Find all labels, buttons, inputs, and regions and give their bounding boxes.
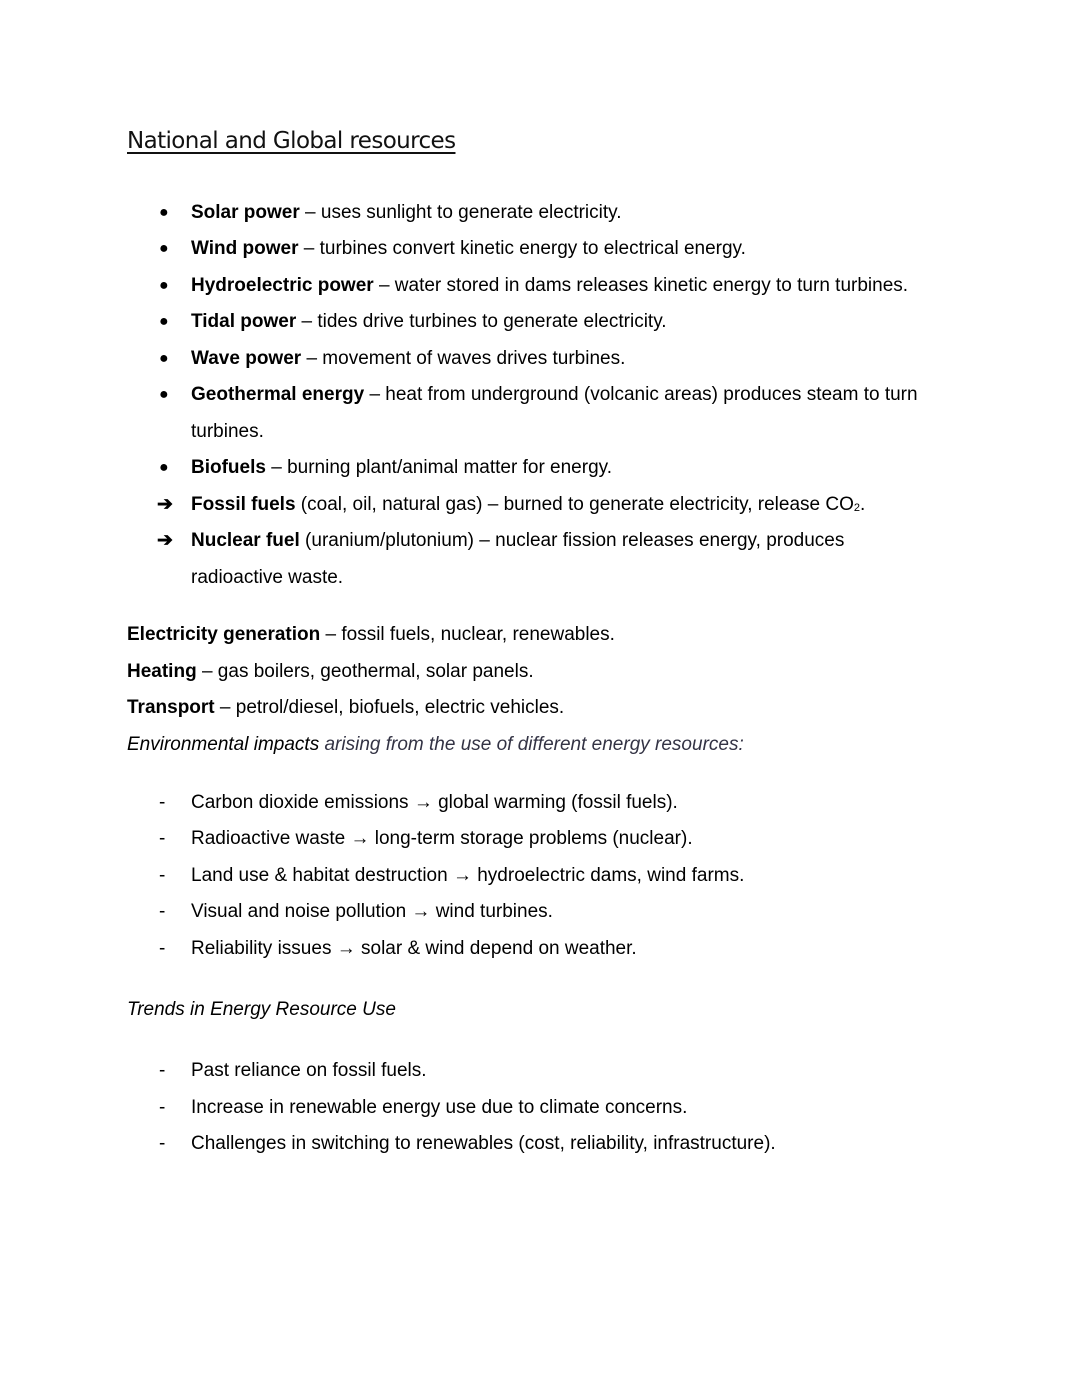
use-line (127, 624, 615, 646)
term: Wind power (191, 238, 299, 259)
list-item: Radioactive waste → long-term storage problems (nuclear). (191, 828, 693, 849)
list-item (191, 275, 908, 297)
impacts-heading (127, 734, 744, 756)
arrow-icon: ➔ (157, 494, 173, 515)
term: Biofuels (191, 457, 266, 478)
bullet-icon: ● (159, 350, 169, 367)
definition: – heat from underground (volcanic areas) produces steam to turn (364, 384, 918, 405)
list-item: Land use & habitat destruction → hydroelectric dams, wind farms. (191, 865, 745, 886)
list-item-continuation: radioactive waste. (191, 567, 344, 588)
arrow-icon: ➔ (157, 530, 173, 551)
dash-icon: - (159, 901, 166, 922)
definition: – gas boilers, geothermal, solar panels. (196, 661, 534, 682)
definition: – tides drive turbines to generate electricity. (296, 311, 667, 332)
term: Electricity generation (127, 624, 321, 645)
list-item (191, 348, 625, 370)
term: Tidal power (191, 311, 297, 332)
use-line (127, 661, 534, 683)
list-item: Past reliance on fossil fuels. (191, 1060, 427, 1081)
term: Heating (127, 661, 197, 682)
impacts-heading-lead: Environmental impacts (127, 734, 320, 755)
dash-icon: - (159, 1097, 166, 1118)
list-item (191, 530, 844, 552)
bullet-icon: ● (159, 277, 169, 294)
term: Fossil fuels (191, 494, 296, 515)
definition: – uses sunlight to generate electricity. (299, 202, 622, 223)
definition: (uranium/plutonium) – nuclear fission releases energy, produces (299, 530, 845, 551)
list-item: Carbon dioxide emissions → global warming (fossil fuels). (191, 792, 678, 813)
bullet-icon: ● (159, 240, 169, 257)
definition: – turbines convert kinetic energy to electrical energy. (298, 238, 746, 259)
list-item: Visual and noise pollution → wind turbines. (191, 901, 553, 922)
term: Hydroelectric power (191, 275, 374, 296)
use-line (127, 697, 564, 719)
punctuation: . (859, 494, 866, 515)
definition: – movement of waves drives turbines. (301, 348, 626, 369)
list-item: Reliability issues → solar & wind depend on weather. (191, 938, 637, 959)
list-item-continuation: turbines. (191, 421, 264, 442)
term: Wave power (191, 348, 302, 369)
list-item: Increase in renewable energy use due to climate concerns. (191, 1097, 688, 1118)
list-item (191, 384, 918, 406)
list-item (191, 238, 746, 260)
definition: (coal, oil, natural gas) – burned to generate electricity, release CO (295, 494, 854, 515)
list-item (191, 202, 622, 224)
bullet-icon: ● (159, 313, 169, 330)
dash-icon: - (159, 865, 166, 886)
dash-icon: - (159, 938, 166, 959)
definition: – petrol/diesel, biofuels, electric vehicles. (214, 697, 565, 718)
bullet-icon: ● (159, 459, 169, 476)
list-item (191, 494, 865, 519)
impacts-heading-rest: arising from the use of different energy resources: (319, 734, 744, 755)
dash-icon: - (159, 828, 166, 849)
list-item (191, 457, 612, 479)
list-item (191, 311, 667, 333)
term: Geothermal energy (191, 384, 365, 405)
page-title: National and Global resources (127, 128, 456, 154)
dash-icon: - (159, 1060, 166, 1081)
bullet-icon: ● (159, 386, 169, 403)
list-item: Challenges in switching to renewables (cost, reliability, infrastructure). (191, 1133, 776, 1154)
term: Transport (127, 697, 215, 718)
trends-heading: Trends in Energy Resource Use (127, 999, 396, 1020)
subscript: 2 (853, 502, 860, 514)
bullet-icon: ● (159, 204, 169, 221)
term: Solar power (191, 202, 300, 223)
dash-icon: - (159, 1133, 166, 1154)
definition: – burning plant/animal matter for energy. (265, 457, 613, 478)
definition: – water stored in dams releases kinetic energy to turn turbines. (373, 275, 909, 296)
definition: – fossil fuels, nuclear, renewables. (320, 624, 615, 645)
dash-icon: - (159, 792, 166, 813)
term: Nuclear fuel (191, 530, 300, 551)
